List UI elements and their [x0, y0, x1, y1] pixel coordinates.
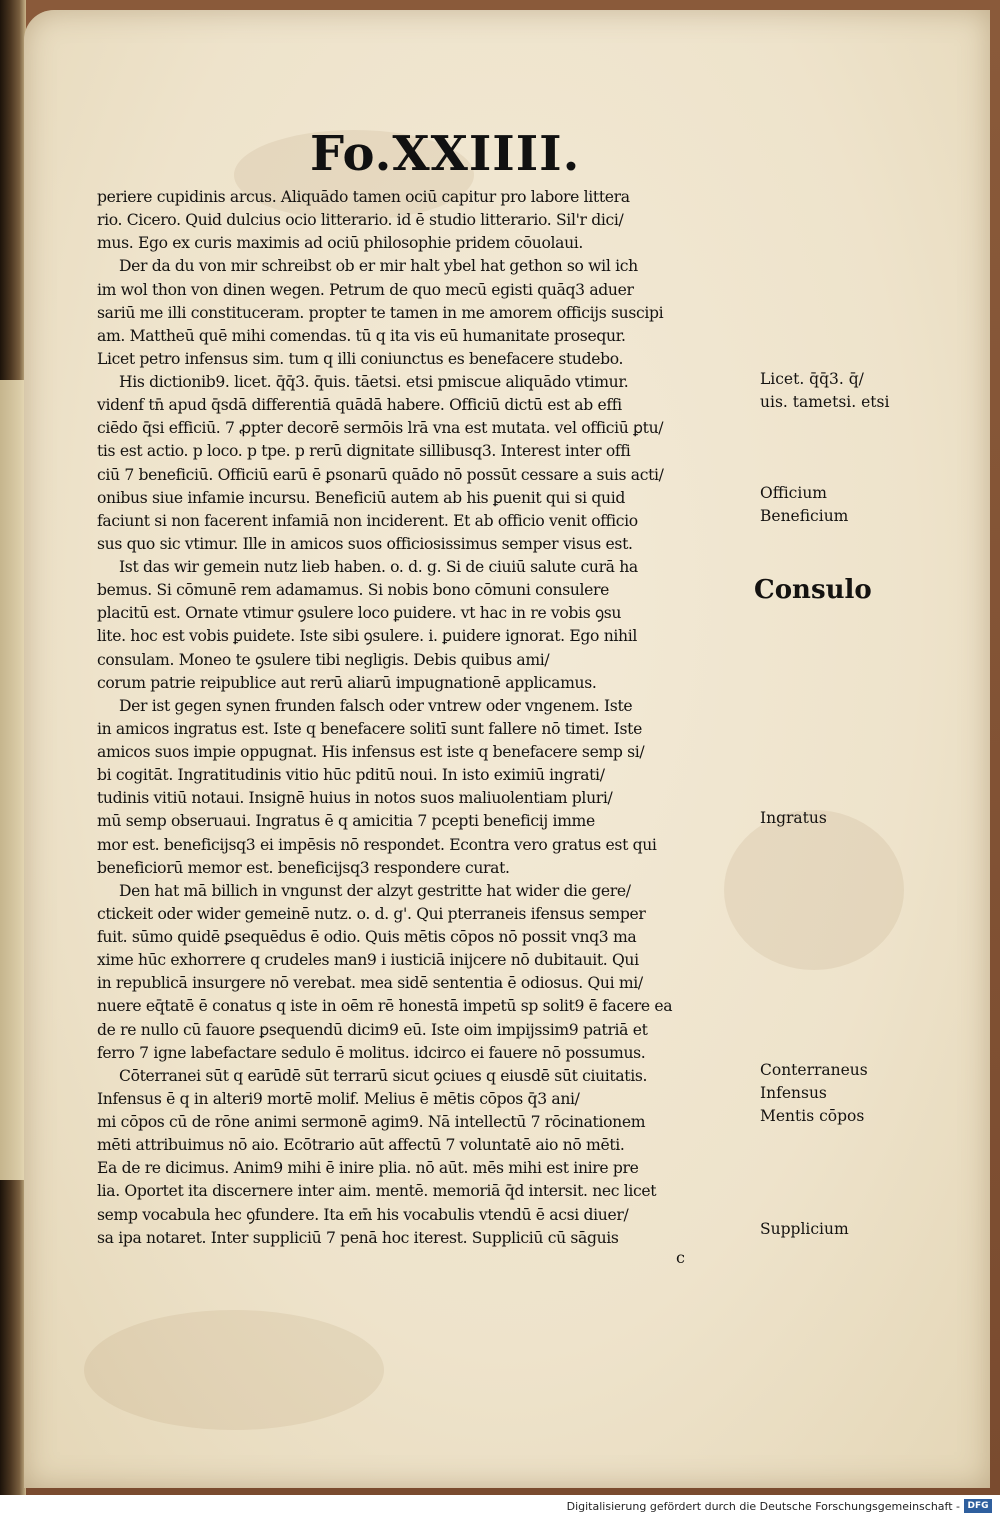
- text-line: videnf tn̄ apud q̄sdā differentiā quādā habere. Officiū dictū est ab effi: [97, 396, 622, 415]
- text-line: placitū est. Ornate vtimur ꝯsulere loco ꝑuidere. vt hac in re vobis ꝯsu: [97, 604, 622, 623]
- margin-note-mentis-compos: Mentis cōpos: [760, 1107, 865, 1125]
- text-line: bemus. Si cōmunē rem adamamus. Si nobis bono cōmuni consulere: [97, 581, 610, 600]
- text-line: sa ipa notaret. Inter suppliciū 7 penā hoc iterest. Suppliciū cū sāguis: [97, 1228, 619, 1247]
- text-line: Cōterranei sūt q earūdē sūt terrarū sicut ꝯciues q eiusdē sūt ciuitatis.: [119, 1066, 648, 1085]
- page-stain: [84, 1310, 384, 1430]
- text-line: nuere eq̄tatē ē conatus q iste in oēm rē honestā impetū sp solit9 ē facere ea: [97, 997, 673, 1016]
- signature-mark: c: [676, 1248, 685, 1267]
- text-line: corum patrie reipublice aut rerū aliarū impugnationē applicamus.: [97, 673, 597, 692]
- margin-note-supplicium: Supplicium: [760, 1220, 849, 1238]
- text-line: xime hūc exhorrere q crudeles man9 i iusticiā inijcere nō dubitauit. Qui: [97, 951, 639, 970]
- text-line: ferro 7 igne labefactare sedulo ē molitus. idcirco ei fauere nō possumus.: [97, 1043, 646, 1062]
- margin-note-licet: Licet. q̄q̄3. q̄/: [760, 370, 864, 388]
- text-line: rio. Cicero. Quid dulcius ocio litterario. id ē studio litterario. Sil'r dici/: [97, 211, 624, 230]
- margin-note-officium: Officium: [760, 484, 827, 502]
- text-line: beneficiorū memor est. beneficijsq3 respondere curat.: [97, 858, 510, 877]
- text-line: in republicā insurgere nō verebat. mea sidē sententia ē odiosus. Qui mi/: [97, 974, 643, 993]
- text-line: fuit. sūmo quidē ꝑsequēdus ē odio. Quis mētis cōpos nō possit vnq3 ma: [97, 928, 637, 946]
- margin-note-consulo: Consulo: [754, 575, 872, 605]
- text-line: mor est. beneficijsq3 ei impēsis nō respondet. Econtra vero gratus est qui: [97, 835, 657, 854]
- dfg-logo: DFG: [964, 1499, 992, 1513]
- text-line: lia. Oportet ita discernere inter aim. mentē. memoriā q̄d intersit. nec licet: [97, 1182, 657, 1201]
- text-line: tis est actio. p loco. p tpe. p rerū dignitate sillibusq3. Interest inter offi: [97, 442, 631, 461]
- text-line: Infensus ē q in alteri9 mortē molif. Melius ē mētis cōpos q̄3 ani/: [97, 1089, 580, 1108]
- text-line: Der ist gegen synen frunden falsch oder vntrew oder vngenem. Iste: [119, 696, 633, 715]
- margin-note-conterraneus: Conterraneus: [760, 1061, 868, 1079]
- text-line: sariū me illi constituceram. propter te tamen in me amorem officijs suscipi: [97, 303, 664, 322]
- text-line: ctickeit oder wider gemeinē nutz. o. d. g'. Qui pterraneis ifensus semper: [97, 904, 646, 923]
- text-line: His dictionib9. licet. q̄q̄3. q̄uis. tāetsi. etsi pmiscue aliquādo vtimur.: [119, 373, 629, 391]
- text-line: Der da du von mir schreibst ob er mir halt ybel hat gethon so wil ich: [119, 257, 638, 276]
- facing-page-edge: [0, 380, 24, 1180]
- margin-note-beneficium: Beneficium: [760, 507, 849, 525]
- text-line: tudinis vitiū notaui. Insignē huius in notos suos maliuolentiam pluri/: [97, 789, 613, 808]
- text-line: Den hat mā billich in vngunst der alzyt gestritte hat wider die gere/: [119, 881, 631, 900]
- text-line: in amicos ingratus est. Iste q benefacere solitī sunt fallere nō timet. Iste: [97, 719, 642, 738]
- margin-note-licet-cont: uis. tametsi. etsi: [760, 393, 890, 411]
- text-line: ciēdo q̄si efficiū. 7 ꝓpter decorē sermōis lrā vna est mutata. vel officiū ꝑtu/: [97, 419, 664, 438]
- text-line: mi cōpos cū de rōne animi sermonē agim9. Nā intellectū 7 rōcinationem: [97, 1113, 646, 1131]
- text-line: semp vocabula hec ꝯfundere. Ita em̄ his vocabulis vtendū ē acsi diuer/: [97, 1205, 629, 1224]
- text-line: am. Mattheū quē mihi comendas. tū q ita vis eū humanitate prosequr.: [97, 326, 626, 345]
- text-line: amicos suos impie oppugnat. His infensus est iste q benefacere semp si/: [97, 743, 645, 761]
- text-line: sus quo sic vtimur. Ille in amicos suos officiosissimus semper visus est.: [97, 534, 633, 553]
- text-line: onibus siue infamie incursu. Beneficiū autem ab his ꝑuenit qui si quid: [97, 488, 625, 507]
- text-line: mēti attribuimus nō aio. Ecōtrario aūt affectū 7 voluntatē aio nō mēti.: [97, 1136, 625, 1155]
- text-line: faciunt si non facerent infamiā non inciderent. Et ab officio venit officio: [97, 511, 638, 530]
- margin-note-ingratus: Ingratus: [760, 809, 827, 827]
- text-line: Ea de re dicimus. Anim9 mihi ē inire plia. nō aūt. mēs mihi est inire pre: [97, 1159, 639, 1178]
- text-line: ciū 7 beneficiū. Officiū earū ē ꝑsonarū quādo nō possūt cessare a suis acti/: [97, 465, 664, 484]
- text-line: periere cupidinis arcus. Aliquādo tamen ociū capitur pro labore littera: [97, 188, 630, 206]
- main-text-block: [97, 186, 757, 1250]
- text-line: consulam. Moneo te ꝯsulere tibi negligis. Debis quibus ami/: [97, 650, 550, 669]
- footer-bar: [0, 1495, 1000, 1519]
- text-line: mus. Ego ex curis maximis ad ociū philosophie pridem cōuolaui.: [97, 234, 584, 253]
- margin-note-infensus: Infensus: [760, 1084, 827, 1102]
- text-line: Licet petro infensus sim. tum q illi coniunctus es benefacere studebo.: [97, 349, 624, 368]
- text-line: de re nullo cū fauore ꝑsequendū dicim9 eū. Iste oim impijssim9 patriā et: [97, 1020, 648, 1039]
- folio-heading: Fo.XXIIII.: [310, 126, 581, 182]
- footer-credit: Digitalisierung gefördert durch die Deutsche Forschungsgemeinschaft -: [566, 1500, 960, 1513]
- text-line: lite. hoc est vobis ꝑuidete. Iste sibi ꝯsulere. i. ꝑuidere ignorat. Ego nihil: [97, 627, 637, 646]
- text-line: mū semp obseruaui. Ingratus ē q amicitia 7 pcepti beneficij imme: [97, 812, 595, 831]
- text-line: bi cogitāt. Ingratitudinis vitio hūc pditū noui. In isto eximiū ingrati/: [97, 766, 605, 785]
- text-line: im wol thon von dinen wegen. Petrum de quo mecū egisti quāq3 aduer: [97, 280, 634, 299]
- text-line: Ist das wir gemein nutz lieb haben. o. d. g. Si de ciuiū salute curā ha: [119, 558, 638, 576]
